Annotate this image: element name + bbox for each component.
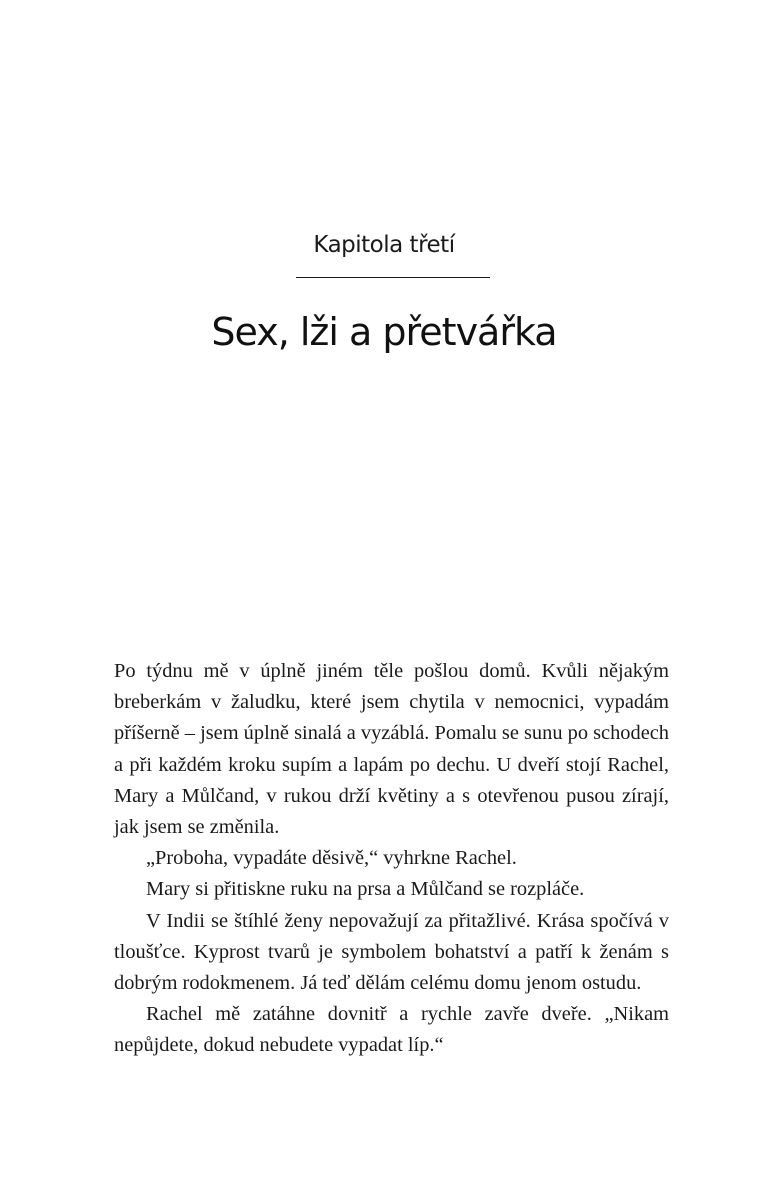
paragraph: „Proboha, vypadáte děsivě,“ vyhrkne Rachel. xyxy=(146,847,517,870)
chapter-title: Sex, lži a přetvářka xyxy=(211,310,557,354)
paragraph: Rachel mě zatáhne dovnitř a rychle zavře dveře. „Nikam nepůjdete, dokud nebudete vypadat líp.“ xyxy=(114,1003,669,1057)
paragraph: Mary si přitiskne ruku na prsa a Můlčand se rozpláče. xyxy=(146,878,585,901)
chapter-divider xyxy=(296,277,490,278)
paragraph: V Indii se štíhlé ženy nepovažují za přitažlivé. Krása spočívá v tloušťce. Kyprost tvarů je symbolem bohatství a patří k ženám s dobrým rodokmenem. Já teď dělám celému domu jenom ostudu. xyxy=(114,909,669,995)
chapter-label: Kapitola třetí xyxy=(313,232,455,258)
chapter-body xyxy=(114,656,669,1062)
paragraph: Po týdnu mě v úplně jiném těle pošlou domů. Kvůli nějakým breberkám v žaludku, které jsem chytila v nemocnici, vypadám příšerně – jsem úplně sinalá a vyzáblá. Pomalu se sunu po schodech a při každém kroku supím a lapám po dechu. U dveří stojí Rachel, Mary a Můlčand, v rukou drží květiny a s otevřenou pusou zírají, jak jsem se změnila. xyxy=(114,660,669,839)
